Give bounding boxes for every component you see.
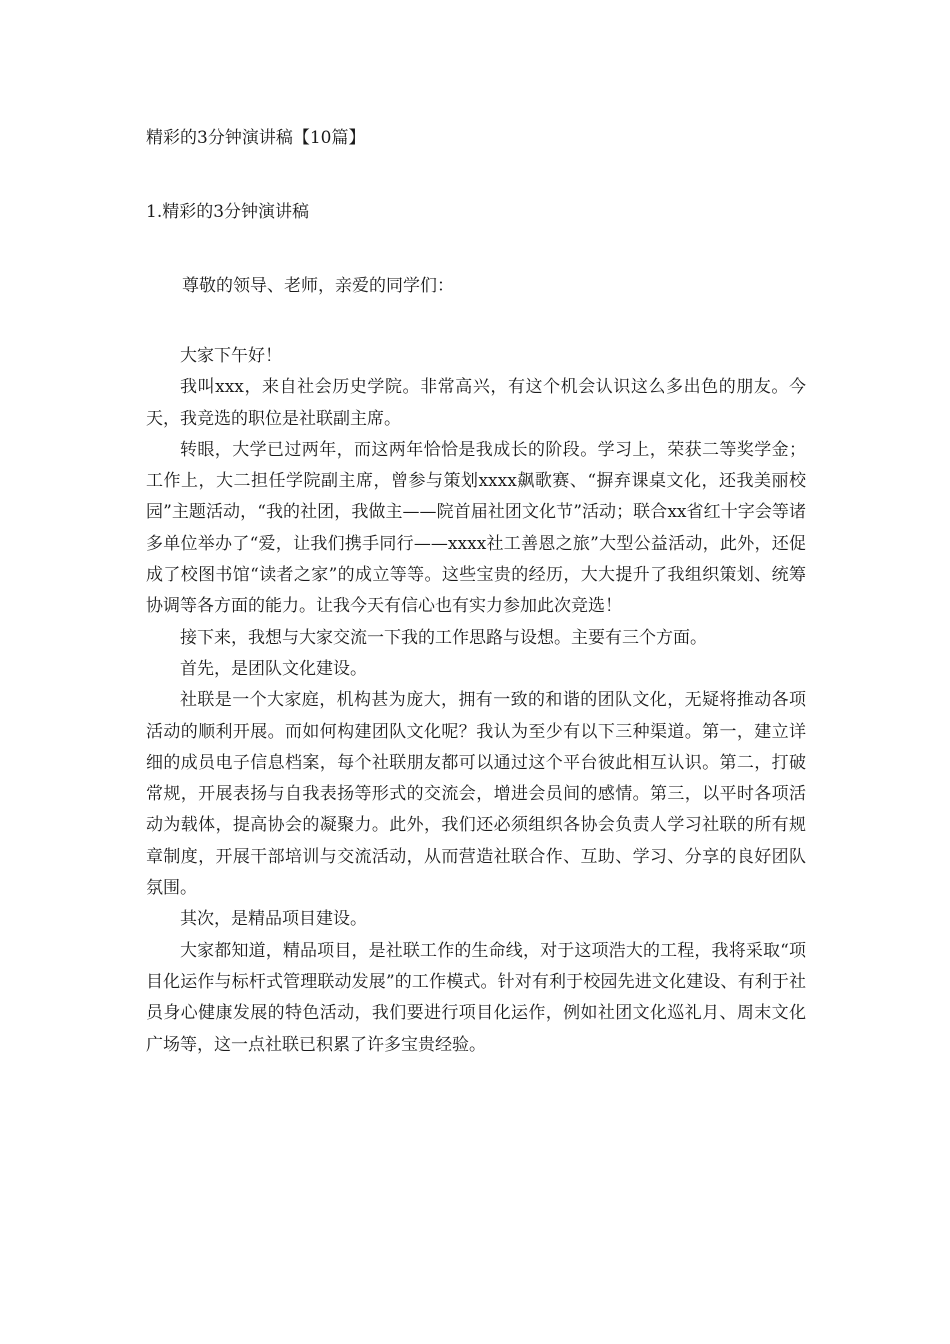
paragraph: 我叫xxx，来自社会历史学院。非常高兴，有这个机会认识这么多出色的朋友。今天，我竞选的职位是社联副主席。	[146, 377, 806, 429]
paragraph: 大家下午好！	[180, 346, 282, 366]
paragraph: 其次，是精品项目建设。	[180, 909, 367, 930]
paragraph: 大家都知道，精品项目，是社联工作的生命线，对于这项浩大的工程，我将采取“项目化运作与标杆式管理联动发展”的工作模式。针对有利于校园先进文化建设、有利于社员身心健康发展的特色活动，我们要进行项目化运作，例如社团文化巡礼月、周末文化广场等，这一点社联已积累了许多宝贵经验。	[146, 940, 806, 1055]
paragraph: 接下来，我想与大家交流一下我的工作思路与设想。主要有三个方面。	[180, 627, 707, 648]
paragraph: 社联是一个大家庭，机构甚为庞大，拥有一致的和谐的团队文化，无疑将推动各项活动的顺利开展。而如何构建团队文化呢？我认为至少有以下三种渠道。第一，建立详细的成员电子信息档案，每个社联朋友都可以通过这个平台彼此相互认识。第二，打破常规，开展表扬与自我表扬等形式的交流会，增进会员间的感情。第三，以平时各项活动为载体，提高协会的凝聚力。此外，我们还必须组织各协会负责人学习社联的所有规章制度，开展干部培训与交流活动，从而营造社联合作、互助、学习、分享的良好团队氛围。	[146, 690, 806, 899]
paragraph: 转眼，大学已过两年，而这两年恰恰是我成长的阶段。学习上，荣获二等奖学金；工作上，大二担任学院副主席，曾参与策划xxxx飙歌赛、“摒弃课桌文化，还我美丽校园”主题活动，“我的社团，我做主——院首届社团文化节”活动；联合xx省红十字会等诸多单位举办了“爱，让我们携手同行——xxxx社工善恩之旅”大型公益活动，此外，还促成了校图书馆“读者之家”的成立等等。这些宝贵的经历，大大提升了我组织策划、统筹协调等各方面的能力。让我今天有信心也有实力参加此次竞选！	[146, 439, 806, 617]
speech-body	[146, 341, 806, 1061]
salutation: 尊敬的领导、老师，亲爱的同学们：	[182, 276, 454, 296]
document-title: 精彩的3分钟演讲稿【10篇】	[146, 128, 366, 148]
section-heading: 1.精彩的3分钟演讲稿	[146, 202, 310, 222]
paragraph: 首先，是团队文化建设。	[180, 658, 367, 679]
